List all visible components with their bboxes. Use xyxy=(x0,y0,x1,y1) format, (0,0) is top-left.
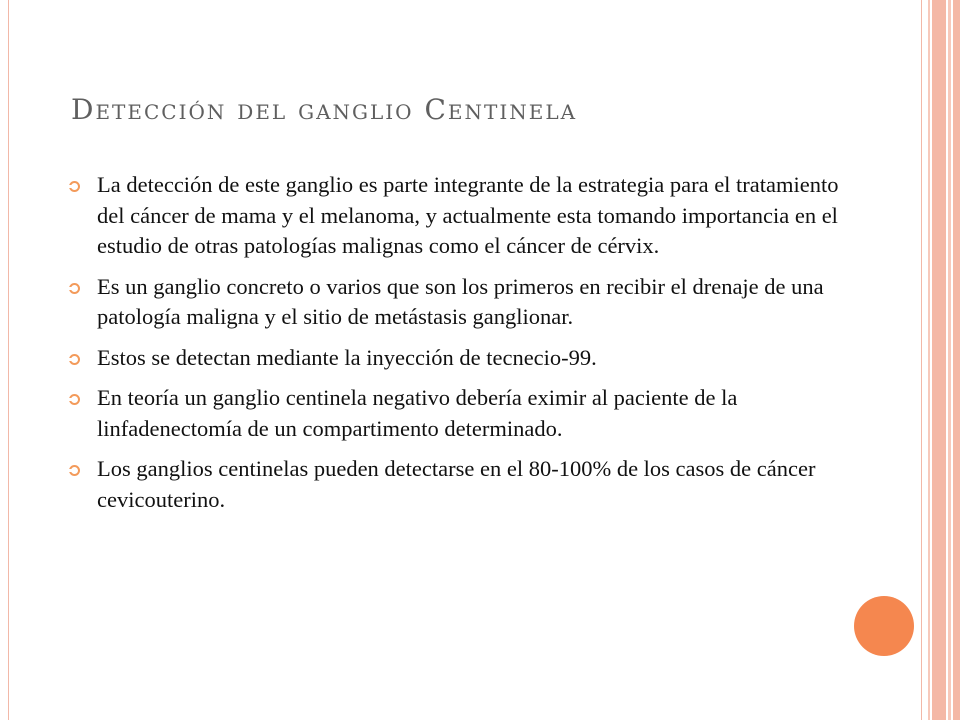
bullet-ring-icon xyxy=(69,394,80,405)
bullet-list xyxy=(69,170,839,525)
bullet-text: Es un ganglio concreto o varios que son los primeros en recibir el drenaje de una patología maligna y el sitio de metástasis ganglionar. xyxy=(97,273,824,329)
bullet-item xyxy=(69,454,839,515)
decorative-stripes xyxy=(922,0,960,720)
decorative-circle-icon xyxy=(854,596,914,656)
bullet-text: En teoría un ganglio centinela negativo debería eximir al paciente de la linfadenectomía de un compartimento determinado. xyxy=(97,385,738,441)
bullet-ring-icon xyxy=(69,283,80,294)
slide xyxy=(8,0,922,720)
bullet-text: Los ganglios centinelas pueden detectarse en el 80-100% de los casos de cáncer cevicouterino. xyxy=(97,456,816,512)
bullet-item xyxy=(69,272,839,333)
bullet-text: Estos se detectan mediante la inyección de tecnecio-99. xyxy=(97,344,597,370)
bullet-item xyxy=(69,343,839,374)
bullet-ring-icon xyxy=(69,354,80,365)
bullet-item xyxy=(69,170,839,262)
bullet-item xyxy=(69,383,839,444)
bullet-ring-icon xyxy=(69,181,80,192)
bullet-text: La detección de este ganglio es parte integrante de la estrategia para el tratamiento del cáncer de mama y el melanoma, y actualmente esta tomando importancia en el estudio de otras patologías malignas como el cáncer de cérvix. xyxy=(97,172,839,258)
slide-title: Detección del ganglio Centinela xyxy=(71,93,578,126)
bullet-ring-icon xyxy=(69,465,80,476)
